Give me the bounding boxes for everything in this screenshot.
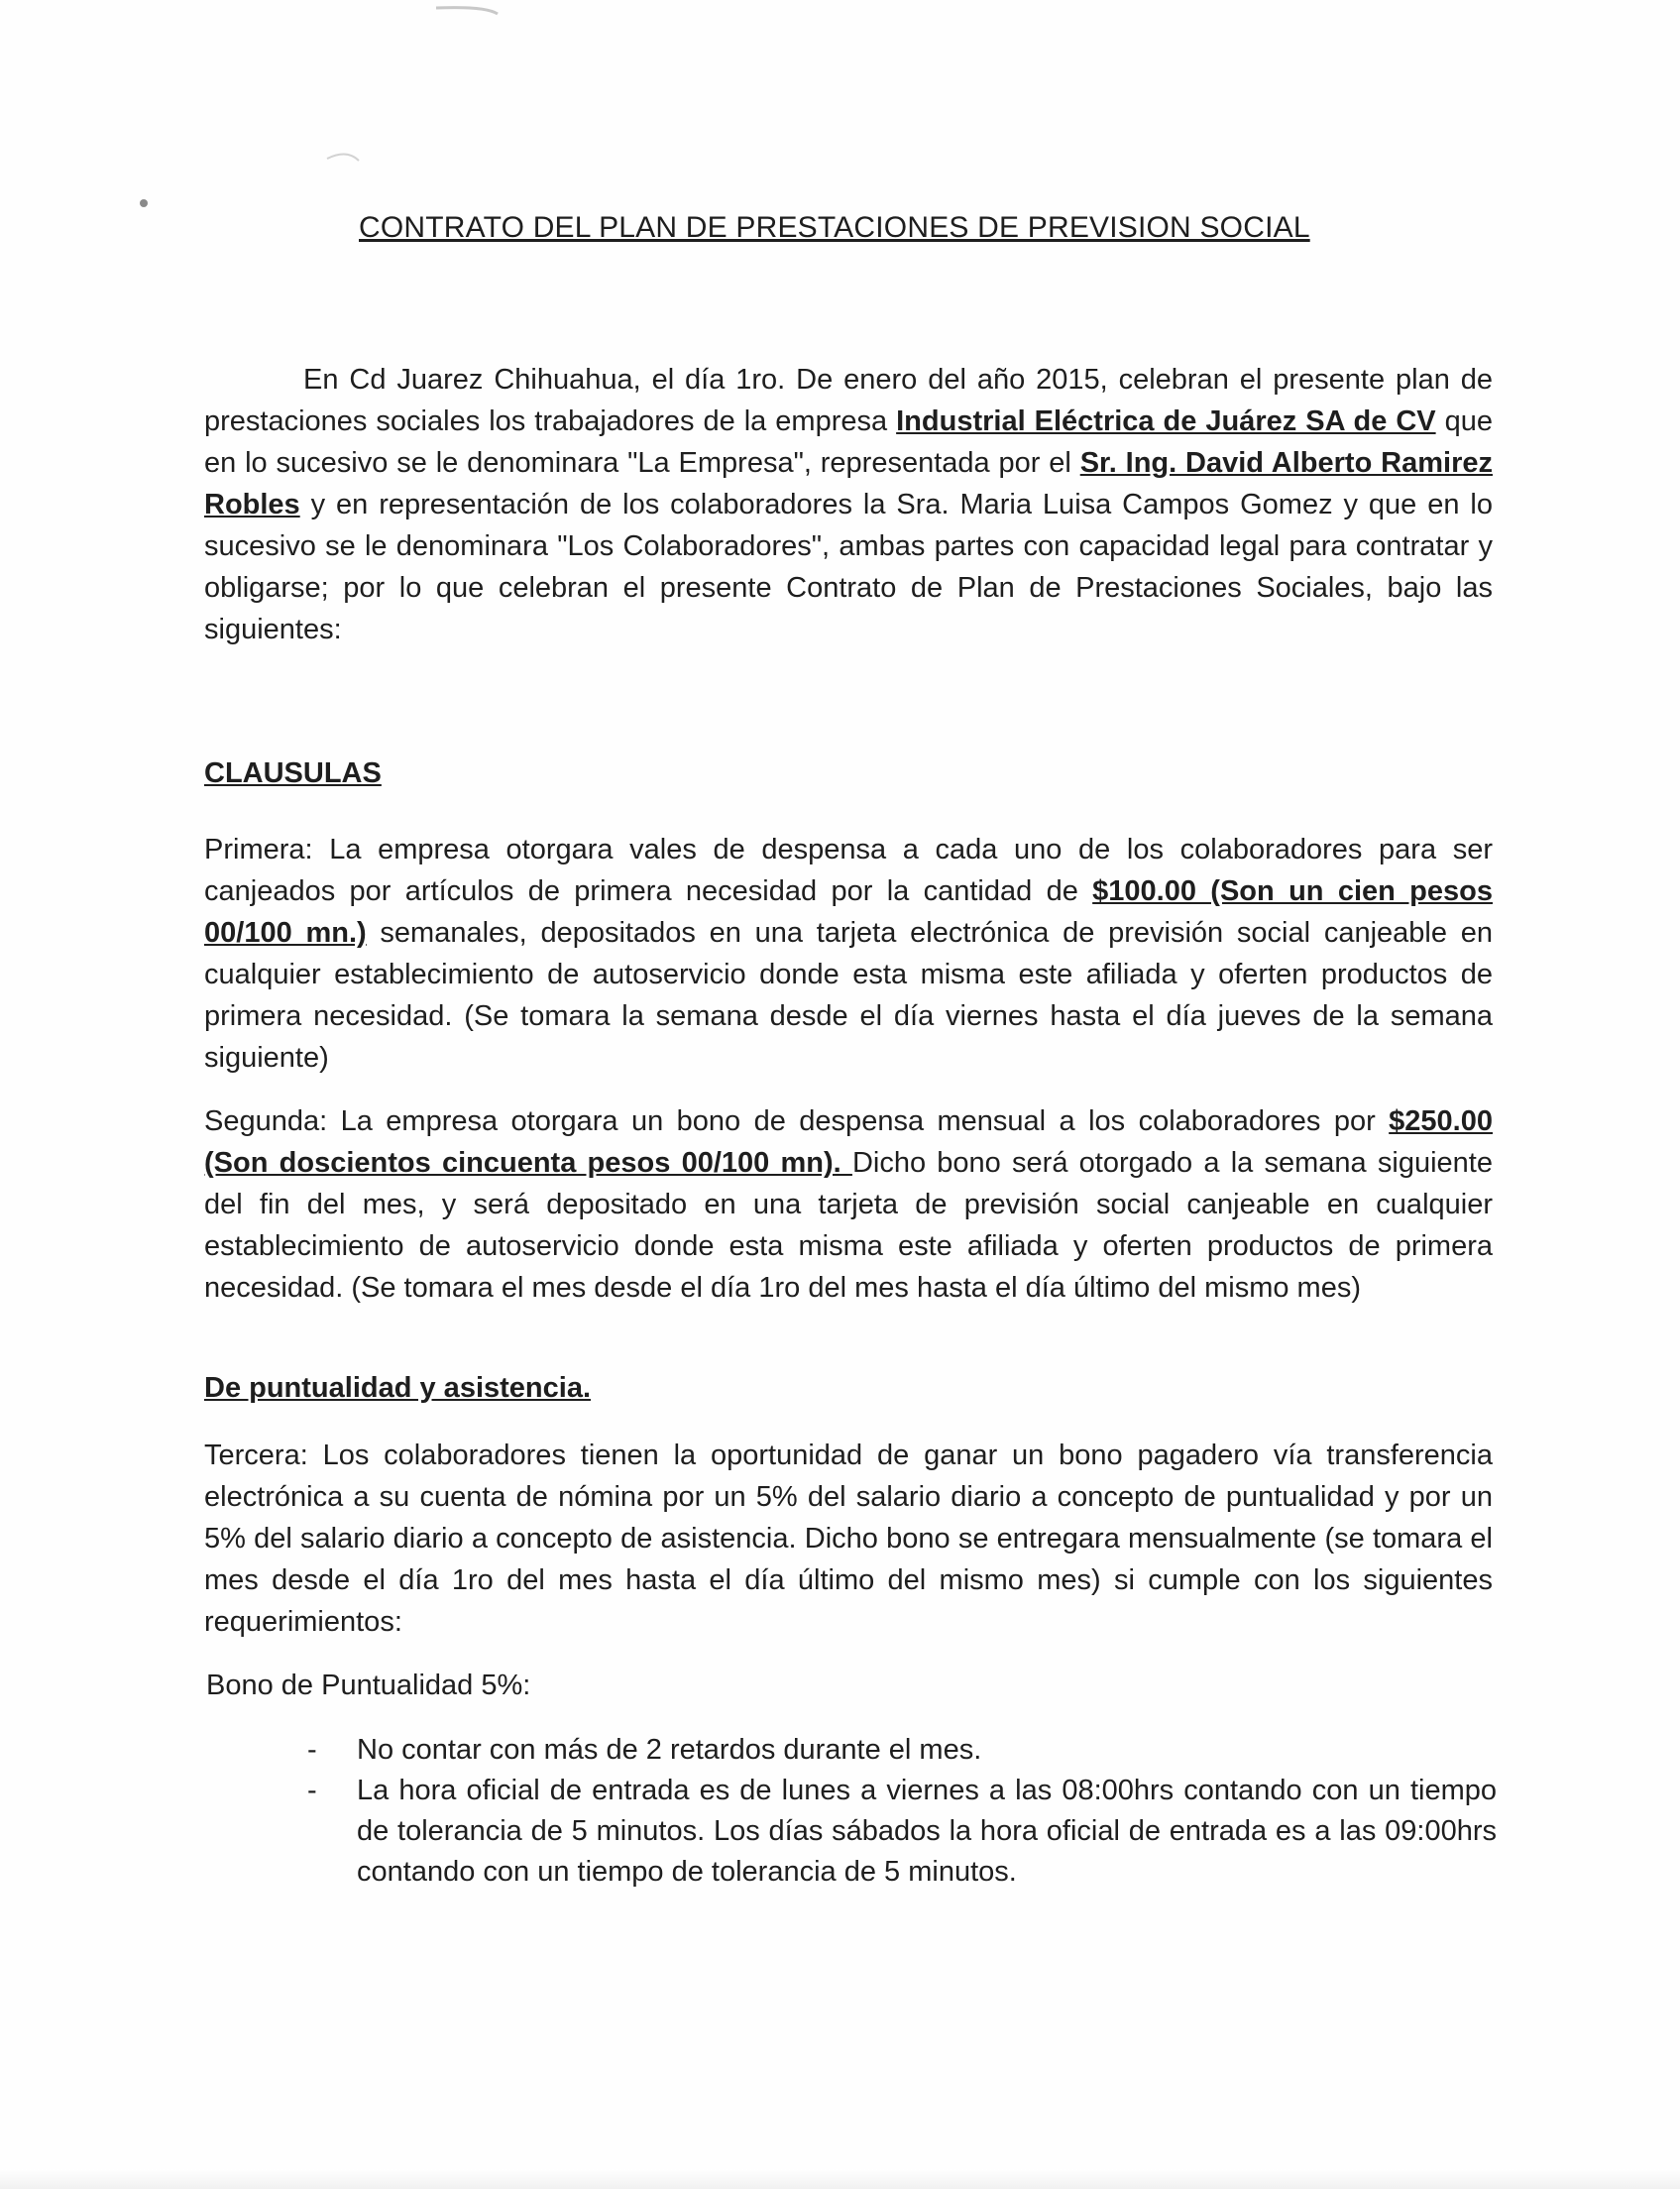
intro-text-mid: que en lo sucesivo se le denominara "La Empresa", representada por el	[204, 405, 1493, 479]
primera-amount: $100.00 (Son un cien pesos 00/100 mn.)	[204, 875, 1493, 949]
requirement-text: La hora oficial de entrada es de lunes a viernes a las 08:00hrs contando con un tiempo de tolerancia de 5 minutos. Los días sábados la hora oficial de entrada es a las 09:00hrs contando con un tiempo de tolerancia de 5 minutos.	[357, 1775, 1497, 1888]
segunda-text-start: Segunda: La empresa otorgara un bono de despensa mensual a los colaboradores por	[204, 1105, 1390, 1137]
representative-name: Sr. Ing. David Alberto Ramirez Robles	[204, 447, 1493, 520]
requirement-item	[307, 1771, 1497, 1893]
scan-bottom-edge	[0, 2169, 1680, 2189]
company-name: Industrial Eléctrica de Juárez SA de CV	[896, 405, 1436, 437]
requirement-text: No contar con más de 2 retardos durante el mes.	[357, 1734, 982, 1766]
bono-puntualidad-label: Bono de Puntualidad 5%:	[206, 1670, 531, 1701]
segunda-text-end: Dicho bono será otorgado a la semana siguiente del fin del mes, y será depositado en una tarjeta de previsión social canjeable en cualquier establecimiento de autoservicio donde esta misma este afiliada y oferten productos de primera necesidad. (Se tomara el mes desde el día 1ro del mes hasta el día último del mismo mes)	[204, 1147, 1493, 1304]
intro-text-rest: y en representación de los colaboradores la Sra. Maria Luisa Campos Gomez y que en lo sucesivo se le denominara "Los Colaboradores", ambas partes con capacidad legal para contratar y obligarse; por lo que celebran el presente Contrato de Plan de Prestaciones Sociales, bajo las siguientes:	[204, 489, 1493, 645]
document-title: CONTRATO DEL PLAN DE PRESTACIONES DE PREVISION SOCIAL	[359, 211, 1310, 244]
segunda-amount: $250.00 (Son doscientos cincuenta pesos 00/100 mn).	[204, 1105, 1493, 1179]
scan-smudge-mark	[129, 0, 525, 228]
requirement-item	[307, 1730, 1497, 1771]
primera-text-start: Primera: La empresa otorgara vales de despensa a cada uno de los colaboradores para ser canjeados por artículos de primera necesidad por la cantidad de	[204, 834, 1493, 907]
bullet-dash: -	[307, 1734, 317, 1766]
primera-text-end: semanales, depositados en una tarjeta electrónica de previsión social canjeable en cualquier establecimiento de autoservicio donde esta misma este afiliada y oferten productos de primera necesidad. (Se tomara la semana desde el día viernes hasta el día jueves de la semana siguiente)	[204, 917, 1493, 1074]
clause-tercera: Tercera: Los colaboradores tienen la oportunidad de ganar un bono pagadero vía transferencia electrónica a su cuenta de nómina por un 5% del salario diario a concepto de puntualidad y por un 5% del salario diario a concepto de asistencia. Dicho bono se entregara mensualmente (se tomara el mes desde el día 1ro del mes hasta el día último del mismo mes) si cumple con los siguientes requerimientos:	[204, 1440, 1493, 1638]
intro-text-start: En Cd Juarez Chihuahua, el día 1ro. De enero del año 2015, celebran el presente plan de prestaciones sociales los trabajadores de la empresa	[204, 364, 1493, 437]
clausulas-heading: CLAUSULAS	[204, 757, 382, 789]
clause-primera	[204, 829, 1493, 1079]
clause-segunda	[204, 1100, 1493, 1309]
bullet-dash: -	[307, 1775, 317, 1806]
requirements-list	[307, 1730, 1497, 1893]
intro-paragraph	[204, 359, 1493, 650]
puntualidad-heading: De puntualidad y asistencia.	[204, 1372, 591, 1404]
